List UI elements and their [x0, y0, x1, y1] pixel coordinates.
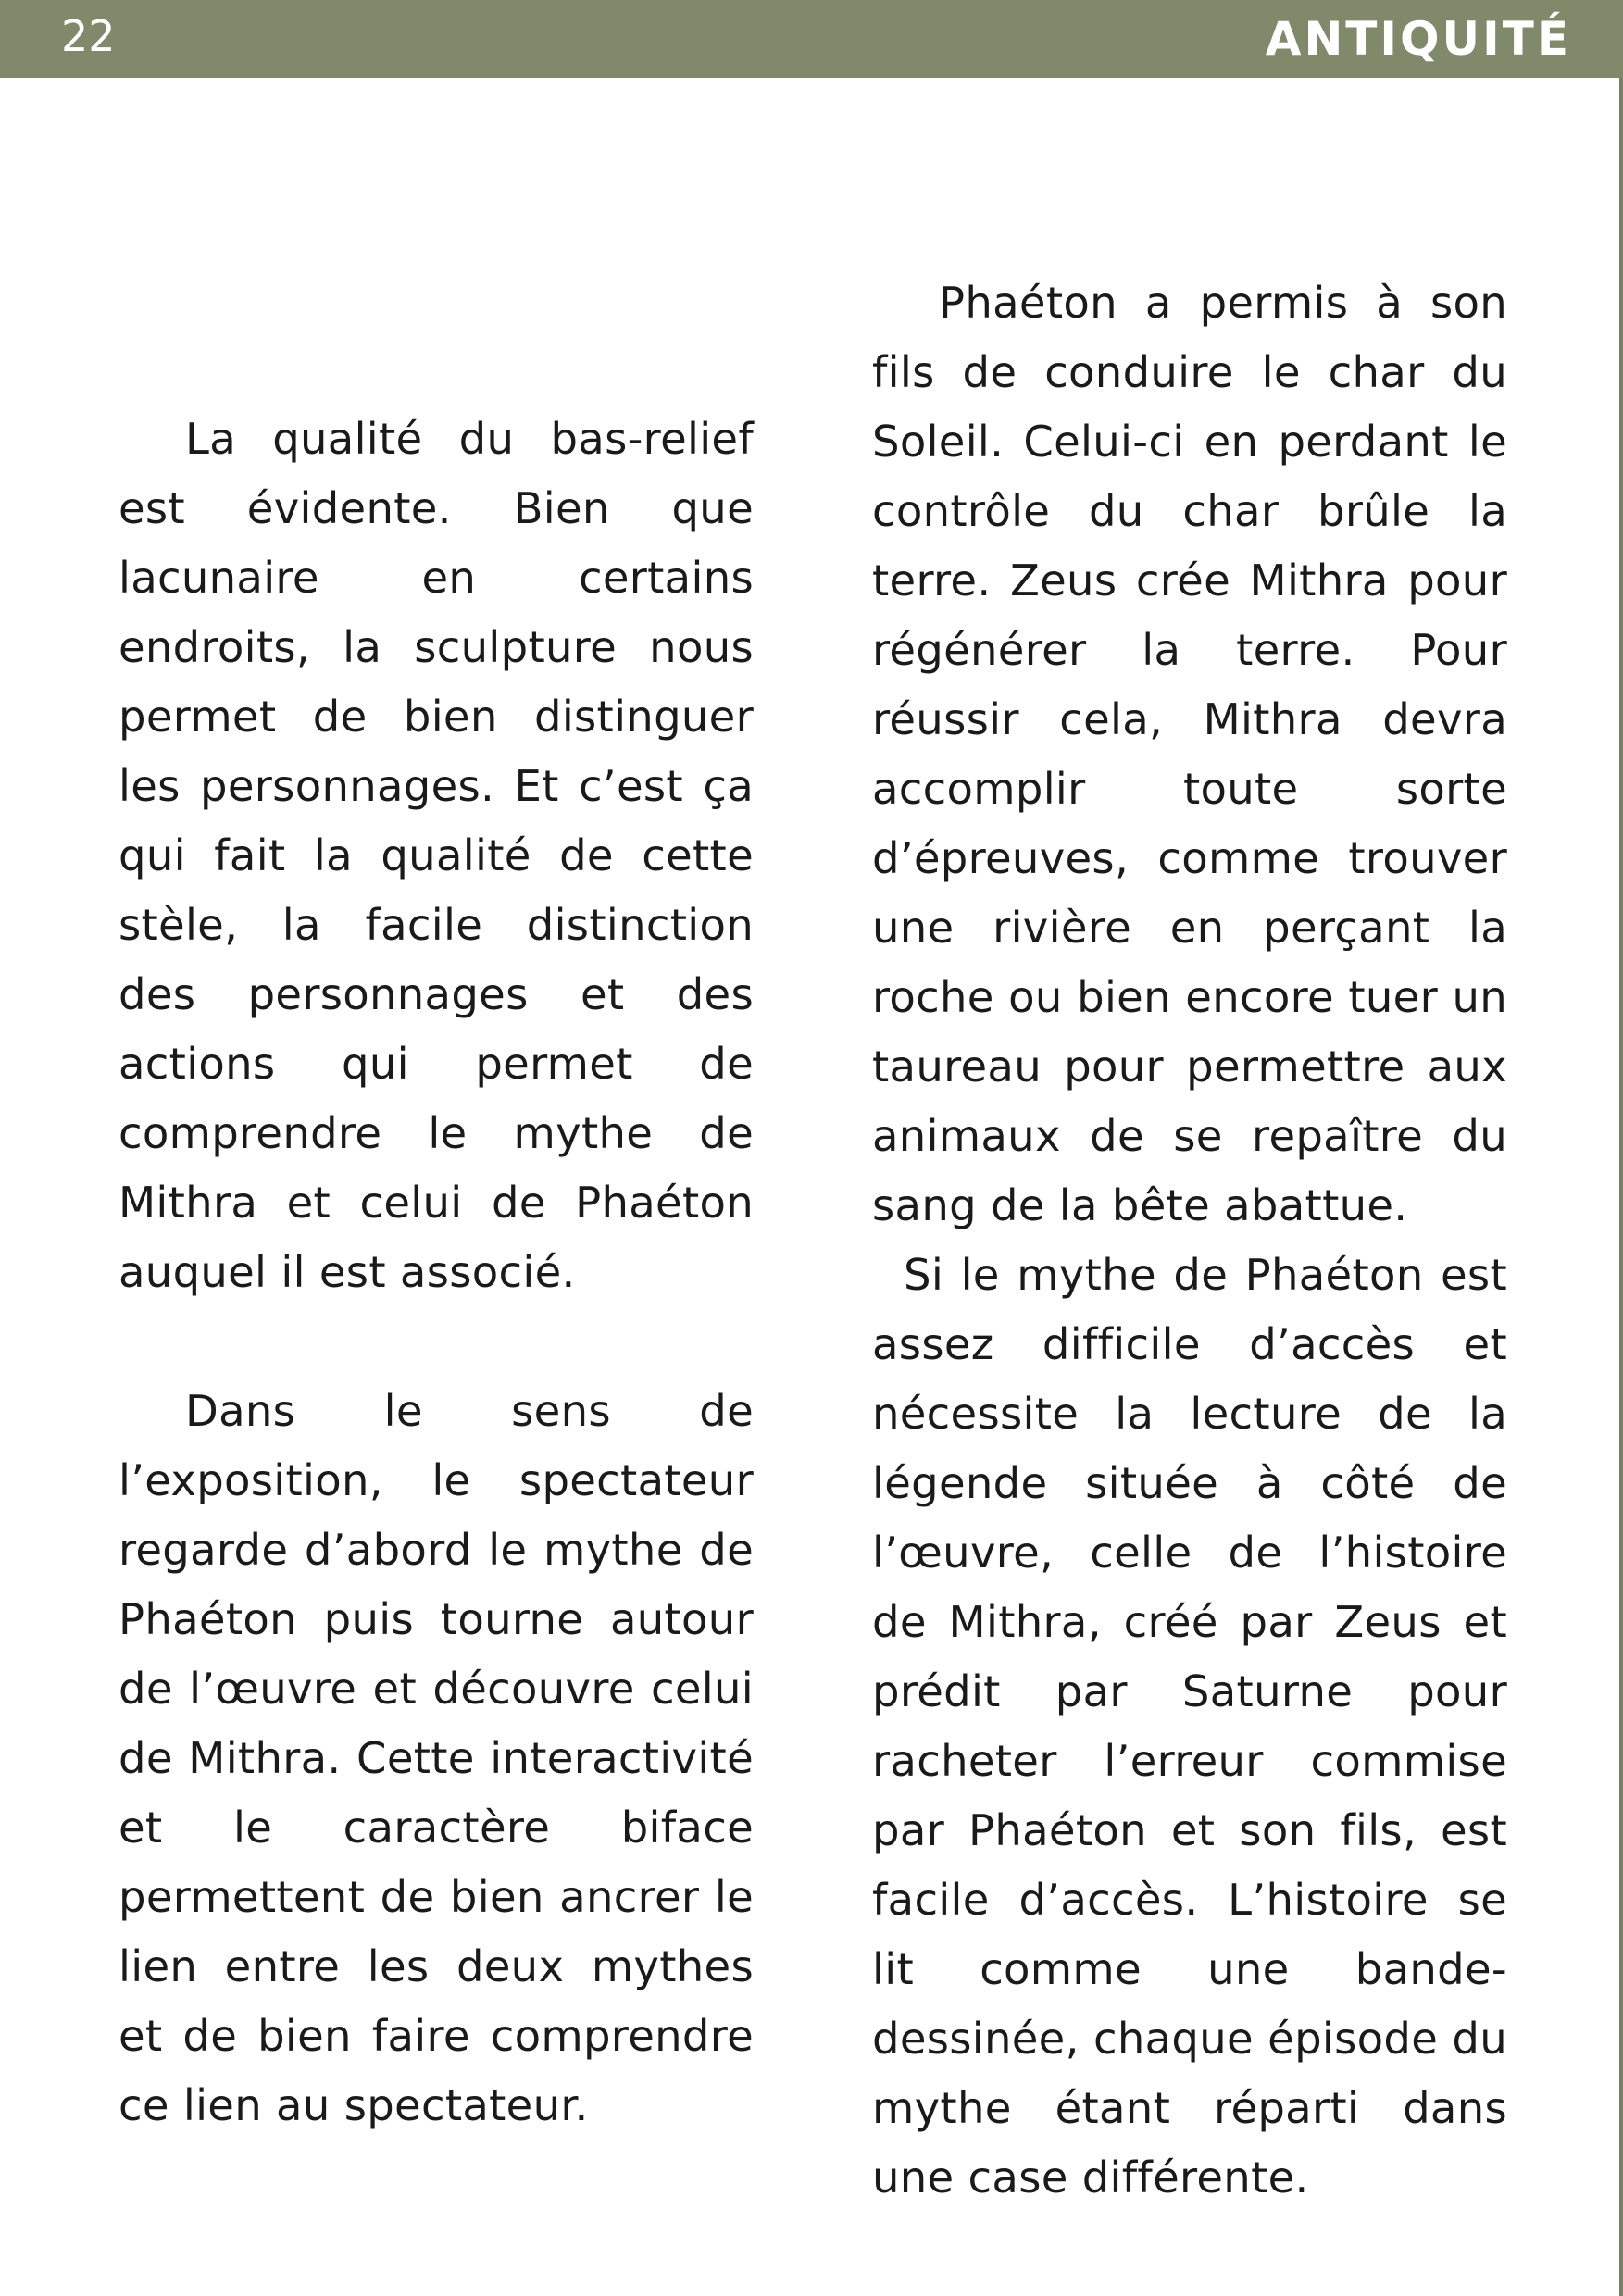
section-title: ANTIQUITÉ: [1265, 12, 1571, 66]
page-number: 22: [61, 11, 116, 61]
right-paragraph-2: Si le mythe de Phaéton est assez difficile d’accès et nécessite la lecture de la légende située à côté de l’œuvre, celle de l’histoire de Mithra, créé par Zeus et prédit par Saturne pour racheter l’erreur commise par Phaéton et son fils, est facile d’accès. L’histoire se lit comme une bande-dessinée, chaque épisode du mythe étant réparti dans une case différente.: [872, 1250, 1507, 2202]
left-text-column: [119, 405, 754, 2140]
right-text-column: [872, 268, 1507, 2213]
page-edge-line: [1619, 78, 1623, 2296]
right-paragraph-1: Phaéton a permis à son fils de conduire le char du Soleil. Celui-ci en perdant le contrôle du char brûle la terre. Zeus crée Mithra pour régénérer la terre. Pour réussir cela, Mithra devra accomplir toute sorte d’épreuves, comme trouver une rivière en perçant la roche ou bien encore tuer un taureau pour permettre aux animaux de se repaître du sang de la bête abattue.: [872, 278, 1507, 1230]
left-paragraph-1: La qualité du bas-relief est évidente. Bien que lacunaire en certains endroits, la sculpture nous permet de bien distinguer les personnages. Et c’est ça qui fait la qualité de cette stèle, la facile distinction des personnages et des actions qui permet de comprendre le mythe de Mithra et celui de Phaéton auquel il est associé.: [119, 414, 754, 1297]
left-paragraph-2: Dans le sens de l’exposition, le spectateur regarde d’abord le mythe de Phaéton puis tourne autour de l’œuvre et découvre celui de Mithra. Cette interactivité et le caractère biface permettent de bien ancrer le lien entre les deux mythes et de bien faire comprendre ce lien au spectateur.: [119, 1386, 754, 2130]
header-bar: [0, 0, 1623, 78]
